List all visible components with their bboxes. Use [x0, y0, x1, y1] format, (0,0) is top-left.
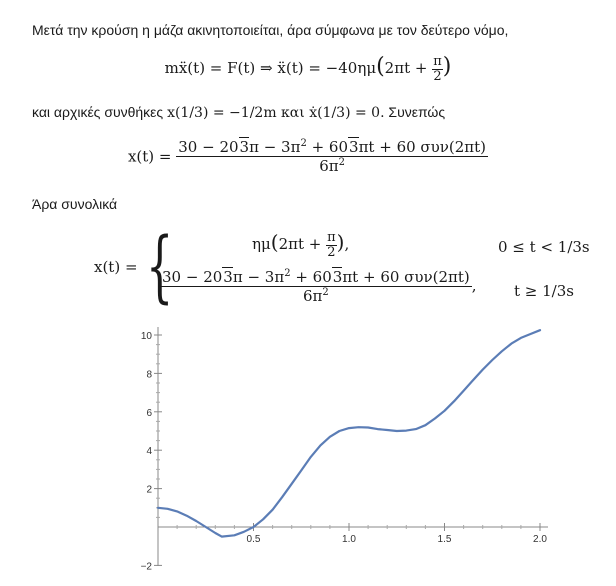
left-brace-icon: {: [146, 222, 174, 312]
equation-newton-lhs: mẍ(t) = F(t) ⇒ ẍ(t) = −40ημ: [164, 59, 377, 77]
y-tick-label: 2: [146, 484, 152, 496]
conditions-text: και αρχικές συνθήκες x(1/3) = −1/2m και ẋ(1/3) = 0. Συνεπώς: [32, 104, 446, 121]
equation-solution: [0, 138, 616, 175]
y-tick-label: 10: [140, 331, 152, 342]
piecewise-equation: [94, 222, 614, 312]
solution-fraction: $\frac{30 - 203\pi - 3\pi^2 + 603\pi t + 60 \sigma\upsilon\nu(2\pi t)}{6\pi^2}$: [178, 138, 487, 175]
x-tick-label: 1.5: [437, 534, 452, 545]
intro-text: Μετά την κρούση η μάζα ακινητοποιείται, άρα σύμφωνα με τον δεύτερο νόμο,: [32, 22, 509, 38]
series-line: [158, 330, 540, 536]
y-tick-label: −2: [140, 561, 152, 573]
summary-text: Άρα συνολικά: [32, 196, 118, 212]
y-tick-label: 6: [146, 407, 152, 419]
case-one-condition: 0 ≤ t < 1/3s: [498, 238, 590, 256]
equation-newton: mẍ(t) = F(t) ⇒ ẍ(t) = −40ημ(2πt + $\frac{\pi}{2}$ ): [164, 53, 452, 84]
x-tick-label: 1.0: [342, 534, 356, 545]
x-tick-label: 0.5: [246, 534, 261, 545]
equation-newton-inner: 2πt +: [384, 59, 428, 77]
x-tick-label: 2.0: [533, 534, 547, 545]
case-one-expression: ημ(2πt + $\frac{\pi}{2}$ ),: [252, 229, 350, 260]
solution-lhs: x(t) =: [127, 147, 172, 166]
case-two-condition: t ≥ 1/3s: [514, 282, 574, 300]
case-two-expression: $\frac{30 - 203\pi - 3\pi^2 + 603\pi t + 60 \sigma\upsilon\nu(2\pi t)}{6\pi^2}$ ,: [162, 268, 477, 305]
piecewise-lhs: x(t) =: [94, 258, 138, 276]
pi-over-two: $\frac{\pi}{2}$: [433, 53, 442, 84]
y-tick-label: 8: [146, 369, 152, 381]
y-tick-label: 4: [146, 446, 152, 458]
